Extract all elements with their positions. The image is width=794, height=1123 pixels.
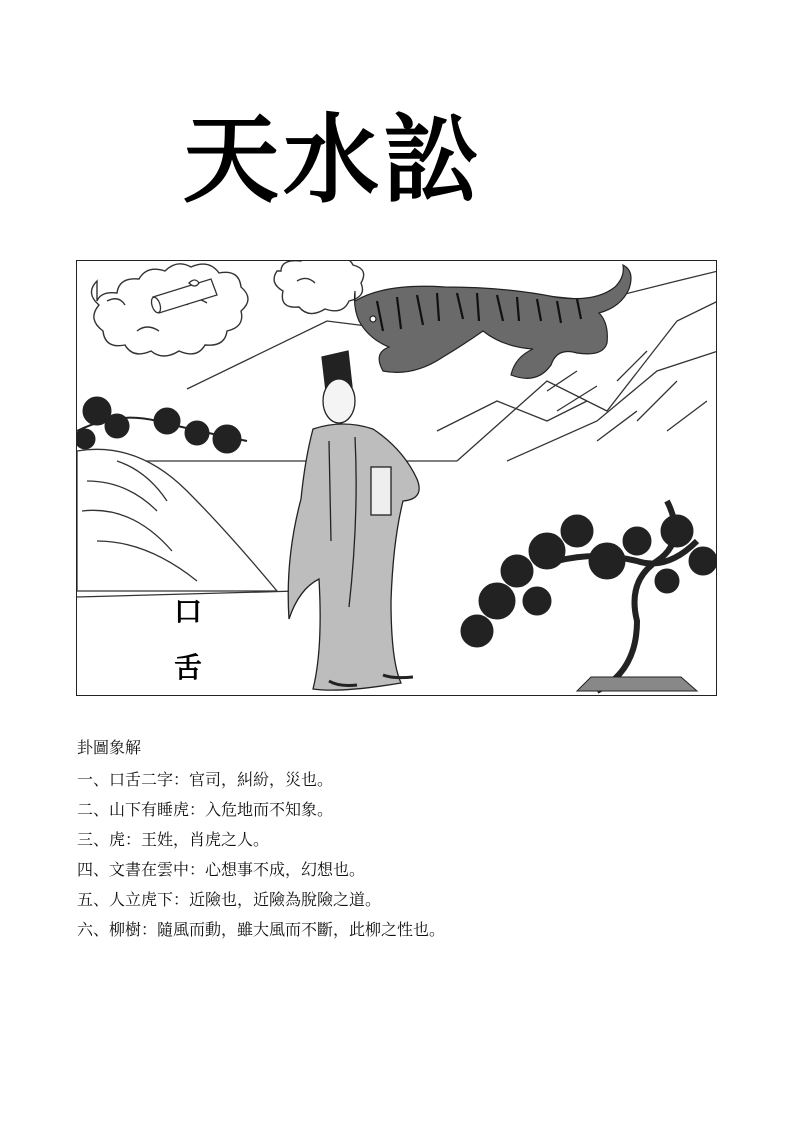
explanation-item: 六、柳樹：隨風而動，雖大風而不斷，此柳之性也。 <box>77 920 446 939</box>
vertical-caption <box>168 595 208 710</box>
explanation-heading: 卦圖象解 <box>77 738 142 757</box>
explanation-item: 五、人立虎下：近險也，近險為脫險之道。 <box>77 890 382 909</box>
rock-cliff <box>77 449 297 597</box>
hexagram-explanation <box>77 736 717 948</box>
cloud-shape <box>91 261 363 356</box>
explanation-item: 四、文書在雲中：心想事不成，幻想也。 <box>77 860 366 879</box>
pine-tree-right <box>461 501 717 691</box>
hexagram-title: 天水訟 <box>183 104 483 216</box>
explanation-item: 一、口舌二字：官司，糾紛，災也。 <box>77 770 334 789</box>
scholar-figure <box>288 351 419 690</box>
caption-char-1: 口 <box>173 595 202 628</box>
pine-branch-left <box>77 397 247 453</box>
explanation-item: 三、虎：王姓，肖虎之人。 <box>77 830 270 849</box>
explanation-item: 二、山下有睡虎：入危地而不知象。 <box>77 800 334 819</box>
caption-char-2: 舌 <box>173 651 202 684</box>
tiger-figure <box>355 265 632 378</box>
